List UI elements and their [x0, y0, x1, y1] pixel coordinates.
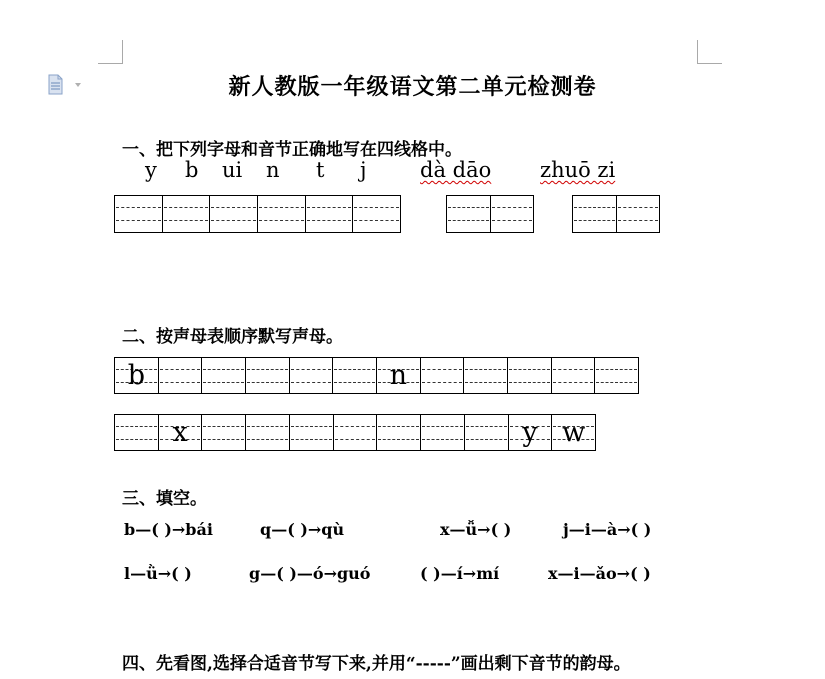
pinyin-letter: y — [145, 158, 157, 182]
pinyin-word: dà dāo — [420, 158, 492, 182]
initial-letter: b — [127, 360, 145, 391]
fill-item: x—ǚ→( ) — [440, 520, 512, 539]
four-line-grid[interactable] — [114, 195, 401, 233]
section1-heading: 一、把下列字母和音节正确地写在四线格中。 — [122, 140, 462, 160]
pinyin-word: zhuō zi — [540, 158, 616, 182]
fill-item: j—i—à→( ) — [563, 520, 652, 539]
grid-cell[interactable] — [507, 358, 551, 393]
pinyin-letter: b — [185, 158, 199, 182]
crop-mark-left-vertical — [122, 40, 123, 64]
fill-item: g—( )—ó→guó — [249, 564, 371, 583]
grid-cell[interactable] — [332, 358, 376, 393]
initial-letter: x — [172, 417, 188, 448]
initial-letter: y — [522, 417, 538, 448]
pinyin-letter: n — [266, 158, 280, 182]
grid-cell[interactable] — [289, 415, 333, 450]
initial-letter: w — [562, 417, 586, 448]
pinyin-letter: ui — [222, 158, 243, 182]
grid-cell[interactable] — [158, 415, 202, 450]
pinyin-letter: j — [360, 158, 367, 182]
grid-cell[interactable] — [289, 358, 333, 393]
grid-cell[interactable] — [420, 415, 464, 450]
grid-cell[interactable] — [376, 415, 420, 450]
grid-cell[interactable] — [245, 358, 289, 393]
crop-mark-left-horizontal — [98, 63, 123, 64]
fill-item: l—ǜ→( ) — [124, 564, 192, 583]
initial-letter: n — [389, 360, 408, 391]
section3-heading: 三、填空。 — [122, 489, 207, 509]
pinyin-letter: t — [316, 158, 325, 182]
grid-cell[interactable] — [158, 358, 202, 393]
fill-item: q—( )→qù — [260, 520, 345, 539]
initials-grid-row2[interactable] — [114, 414, 596, 451]
crop-mark-right-vertical — [697, 40, 698, 64]
four-line-grid[interactable] — [572, 195, 660, 233]
grid-cell[interactable] — [463, 358, 507, 393]
grid-cell[interactable] — [333, 415, 377, 450]
grid-cell[interactable] — [115, 415, 158, 450]
grid-cell[interactable] — [115, 358, 158, 393]
grid-cell[interactable] — [245, 415, 289, 450]
four-line-grid[interactable] — [446, 195, 534, 233]
grid-cell[interactable] — [201, 415, 245, 450]
grid-cell[interactable] — [551, 358, 595, 393]
grid-cell[interactable] — [508, 415, 552, 450]
section4-heading: 四、先看图,选择合适音节写下来,并用“-----”画出剩下音节的韵母。 — [122, 654, 631, 674]
fill-item: x—i—ǎo→( ) — [548, 564, 651, 583]
grid-cell[interactable] — [551, 415, 595, 450]
grid-cell[interactable] — [464, 415, 508, 450]
fill-item: ( )—í→mí — [420, 564, 500, 583]
fill-item: b—( )→bái — [124, 520, 213, 539]
grid-cell[interactable] — [201, 358, 245, 393]
initials-grid-row1[interactable] — [114, 357, 639, 394]
grid-cell[interactable] — [376, 358, 420, 393]
grid-cell[interactable] — [594, 358, 638, 393]
section2-heading: 二、按声母表顺序默写声母。 — [122, 327, 343, 347]
page-title: 新人教版一年级语文第二单元检测卷 — [228, 74, 597, 100]
grid-cell[interactable] — [420, 358, 464, 393]
crop-mark-right-horizontal — [697, 63, 722, 64]
